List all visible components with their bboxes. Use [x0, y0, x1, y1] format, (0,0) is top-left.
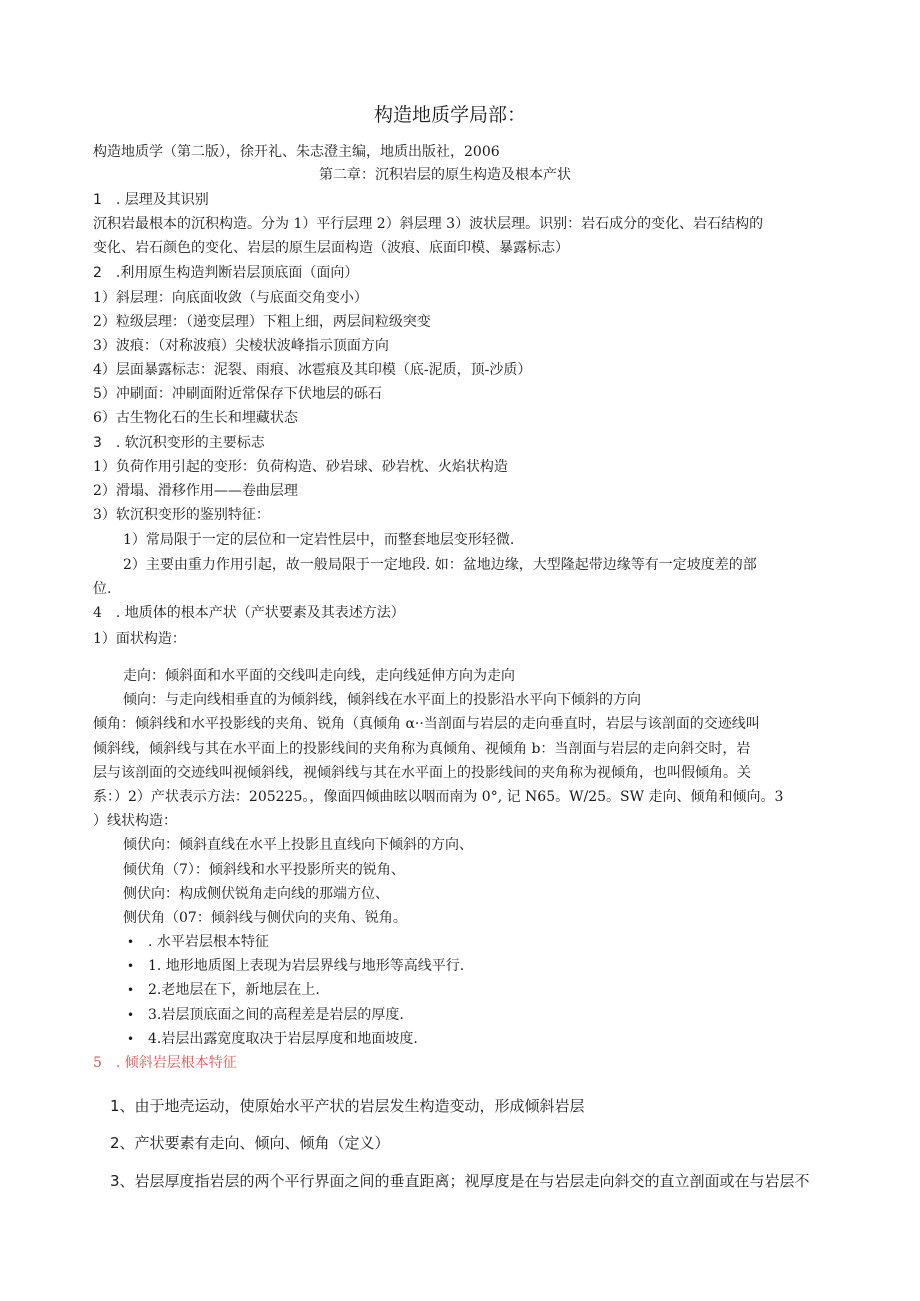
- section-3-subitem: 1）常局限于一定的层位和一定岩性层中，而整套地层变形轻微.: [123, 532, 515, 548]
- reference-line: 构造地质学（第二版），徐开礼、朱志澄主编，地质出版社，2006: [93, 144, 500, 160]
- bullet-item: . 水平岩层根本特征: [148, 934, 269, 950]
- section-3-item: 3）软沉积变形的鉴别特征：: [93, 507, 270, 523]
- section-2-item: 2）粒级层理：（递变层理）下粗上细，两层间粒级突变: [93, 314, 431, 330]
- bullet-item: 4.岩层出露宽度取决于岩层厚度和地面坡度.: [148, 1031, 418, 1047]
- linear-structure-item: 倾伏角（7）：倾斜线和水平投影所夹的锐角、: [123, 862, 405, 878]
- section-1-paragraph-line-2: 变化、岩石颜色的变化、岩层的原生层面构造（波痕、底面印模、暴露标志）: [93, 240, 569, 256]
- dip-direction-definition: 倾向：与走向线相垂直的为倾斜线，倾斜线在水平面上的投影沿水平向下倾斜的方向: [123, 692, 641, 708]
- dip-angle-line: 系：）2）产状表示方法：205225。，像面四倾曲眩以咽而南为 0°, 记 N65。W/25。SW 走向、倾角和倾向。3: [93, 789, 784, 805]
- section-2-item: 3）波痕：（对称波痕）尖棱状波峰指示顶面方向: [93, 338, 389, 354]
- bullet-dot: •: [127, 935, 135, 949]
- section-2-item: 5）冲刷面：冲刷面附近常保存下伏地层的砾石: [93, 386, 382, 402]
- linear-structure-item: 倾伏向：倾斜直线在水平上投影且直线向下倾斜的方向、: [123, 837, 473, 853]
- section-3-item: 2）滑塌、滑移作用——卷曲层理: [93, 483, 298, 499]
- section-5-item: 3、岩层厚度指岩层的两个平行界面之间的垂直距离；视厚度是在与岩层走向斜交的直立剖面或在与岩层不: [110, 1172, 810, 1190]
- section-3-subitem-continuation: 位.: [93, 581, 112, 597]
- bullet-dot: •: [127, 983, 135, 997]
- section-1-heading: 1 . 层理及其识别: [93, 192, 209, 208]
- bullet-item: 2.老地层在下，新地层在上.: [148, 982, 320, 998]
- dip-angle-line: 倾角：倾斜线和水平投影线的夹角、锐角（真倾角 α··当剖面与岩层的走向垂直时，岩层与该剖面的交迹线叫: [93, 716, 760, 732]
- dip-angle-line: ）线状构造：: [93, 813, 177, 829]
- strike-definition: 走向：倾斜面和水平面的交线叫走向线，走向线延伸方向为走向: [123, 668, 515, 684]
- dip-angle-line: 倾斜线，倾斜线与其在水平面上的投影线间的夹角称为真倾角、视倾角 b：当剖面与岩层的走向斜交时，岩: [93, 741, 751, 757]
- linear-structure-item: 侧伏向：构成侧伏锐角走向线的那端方位、: [123, 886, 389, 902]
- section-2-item: 4）层面暴露标志：泥裂、雨痕、冰雹痕及其印模（底-泥质，顶-沙质）: [93, 362, 532, 378]
- section-5-item: 1、由于地壳运动，使原始水平产状的岩层发生构造变动，形成倾斜岩层: [110, 1097, 585, 1115]
- section-3-heading: 3 . 软沉积变形的主要标志: [93, 435, 265, 451]
- section-2-item: 1）斜层理：向底面收敛（与底面交角变小）: [93, 290, 368, 306]
- section-3-subitem: 2）主要由重力作用引起，故一般局限于一定地段. 如：盆地边缘，大型隆起带边缘等有一定坡度差的部: [123, 557, 757, 573]
- section-5-heading: 5 . 倾斜岩层根本特征: [93, 1055, 237, 1071]
- section-5-item: 2、产状要素有走向、倾向、倾角（定义）: [110, 1134, 390, 1152]
- bullet-item: 1. 地形地质图上表现为岩层界线与地形等高线平行.: [148, 958, 465, 974]
- section-1-paragraph-line-1: 沉积岩最根本的沉积构造。分为 1）平行层理 2）斜层理 3）波状层理。识别：岩石成分的变化、岩石结构的: [93, 216, 764, 232]
- section-2-item: 6）古生物化石的生长和埋藏状态: [93, 410, 298, 426]
- section-2-heading: 2 .利用原生构造判断岩层顶底面（面向）: [93, 265, 359, 281]
- section-3-item: 1）负荷作用引起的变形：负荷构造、砂岩球、砂岩枕、火焰状构造: [93, 459, 508, 475]
- bullet-dot: •: [127, 1008, 135, 1022]
- chapter-heading: 第二章：沉积岩层的原生构造及根本产状: [319, 167, 571, 183]
- planar-structure-label: 1）面状构造：: [93, 631, 186, 647]
- bullet-dot: •: [127, 1032, 135, 1046]
- linear-structure-item: 侧伏角（07：倾斜线与侧伏向的夹角、锐角。: [123, 910, 407, 926]
- bullet-item: 3.岩层顶底面之间的高程差是岩层的厚度.: [148, 1007, 404, 1023]
- dip-angle-line: 层与该剖面的交迹线叫视倾斜线，视倾斜线与其在水平面上的投影线间的夹角称为视倾角，也叫假倾角。关: [93, 765, 751, 781]
- section-4-heading: 4 . 地质体的根本产状（产状要素及其表述方法）: [93, 605, 405, 621]
- page-title: 构造地质学局部：: [374, 104, 527, 126]
- bullet-dot: •: [127, 959, 135, 973]
